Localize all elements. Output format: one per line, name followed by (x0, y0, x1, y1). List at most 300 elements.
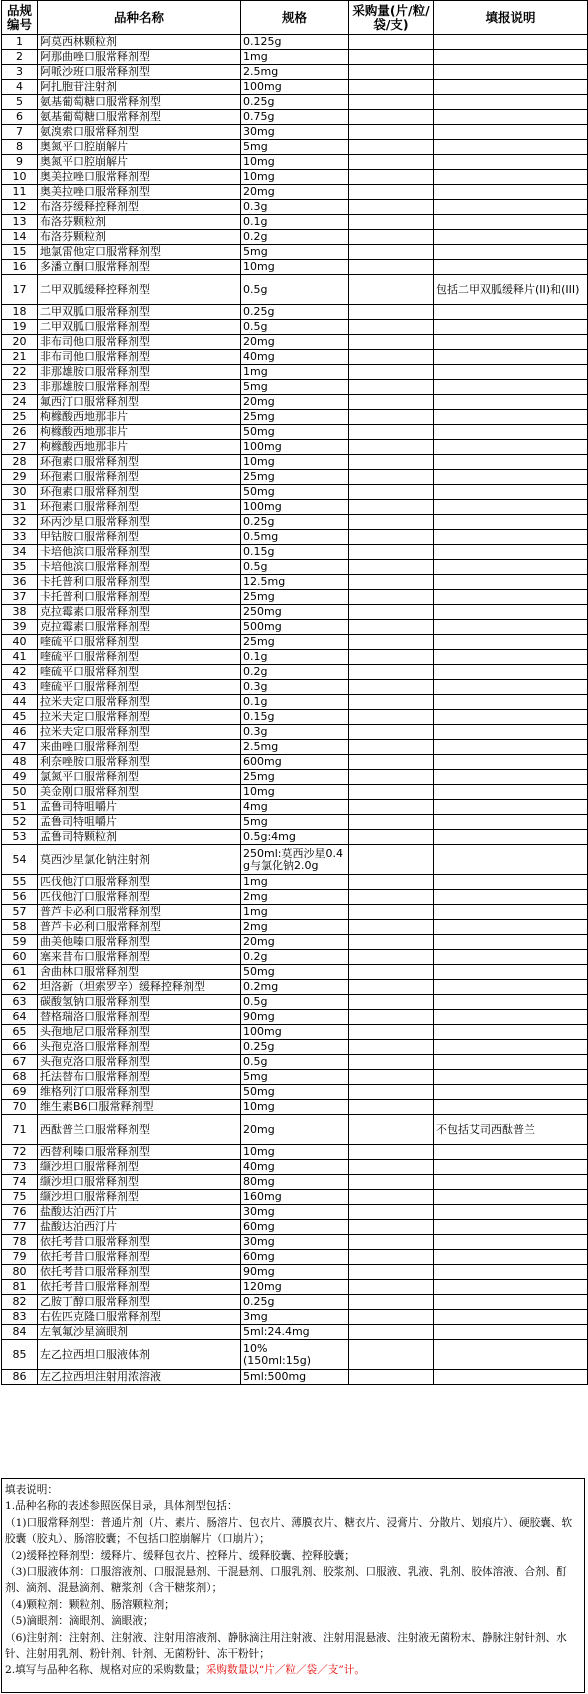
spec-cell: 5mg (241, 1070, 349, 1085)
spec-cell: 0.2g (241, 950, 349, 965)
row-number: 16 (2, 260, 38, 275)
drug-name-cell: 舍曲林口服常释剂型 (38, 965, 241, 980)
spec-cell: 5ml:24.4mg (241, 1325, 349, 1340)
row-number: 3 (2, 65, 38, 80)
row-number: 9 (2, 155, 38, 170)
note-cell (434, 155, 588, 170)
spec-cell: 40mg (241, 1160, 349, 1175)
drug-name-cell: 氯氮平口服常释剂型 (38, 770, 241, 785)
instruction-line: （4)颗粒剂：颗粒剂、肠溶颗粒剂； (5, 1598, 175, 1611)
drug-name-cell: 头孢克洛口服常释剂型 (38, 1055, 241, 1070)
quantity-input-cell[interactable] (349, 1205, 434, 1220)
quantity-input-cell[interactable] (349, 410, 434, 425)
drug-name-cell: 盐酸达泊西汀片 (38, 1205, 241, 1220)
table-row (2, 1250, 588, 1265)
table-row (2, 650, 588, 665)
row-number: 56 (2, 890, 38, 905)
row-number: 13 (2, 215, 38, 230)
quantity-input-cell[interactable] (349, 755, 434, 770)
row-number: 10 (2, 170, 38, 185)
table-row (2, 380, 588, 395)
quantity-input-cell[interactable] (349, 620, 434, 635)
quantity-input-cell[interactable] (349, 230, 434, 245)
table-row (2, 950, 588, 965)
note-cell (434, 1055, 588, 1070)
quantity-input-cell[interactable] (349, 1250, 434, 1265)
spec-cell: 10% (150ml:15g) (241, 1340, 349, 1370)
table-row (2, 215, 588, 230)
drug-name-cell: 托法替布口服常释剂型 (38, 1070, 241, 1085)
quantity-input-cell[interactable] (349, 470, 434, 485)
note-cell (434, 575, 588, 590)
quantity-input-cell[interactable] (349, 905, 434, 920)
spec-cell: 0.5g (241, 320, 349, 335)
spec-cell: 0.1g (241, 215, 349, 230)
spec-cell: 0.3g (241, 725, 349, 740)
quantity-input-cell[interactable] (349, 980, 434, 995)
table-row (2, 200, 588, 215)
quantity-input-cell[interactable] (349, 1040, 434, 1055)
row-number: 49 (2, 770, 38, 785)
row-number: 77 (2, 1220, 38, 1235)
quantity-input-cell[interactable] (349, 215, 434, 230)
quantity-input-cell[interactable] (349, 1160, 434, 1175)
quantity-input-cell[interactable] (349, 545, 434, 560)
quantity-input-cell[interactable] (349, 245, 434, 260)
spec-cell: 0.3g (241, 200, 349, 215)
drug-name-cell: 阿那曲唑口服常释剂型 (38, 50, 241, 65)
quantity-input-cell[interactable] (349, 140, 434, 155)
table-row (2, 110, 588, 125)
drug-name-cell: 枸橼酸西地那非片 (38, 440, 241, 455)
drug-name-cell: 孟鲁司特颗粒剂 (38, 830, 241, 845)
note-cell (434, 905, 588, 920)
drug-name-cell: 克拉霉素口服常释剂型 (38, 620, 241, 635)
drug-name-cell: 非那雄胺口服常释剂型 (38, 380, 241, 395)
quantity-input-cell[interactable] (349, 1070, 434, 1085)
note-cell (434, 320, 588, 335)
quantity-input-cell[interactable] (349, 650, 434, 665)
table-row (2, 920, 588, 935)
table-row (2, 1070, 588, 1085)
table-row (2, 770, 588, 785)
quantity-input-cell[interactable] (349, 875, 434, 890)
drug-name-cell: 二甲双胍缓释控释剂型 (38, 275, 241, 305)
quantity-input-cell[interactable] (349, 590, 434, 605)
spec-cell: 0.15g (241, 545, 349, 560)
quantity-input-cell[interactable] (349, 110, 434, 125)
drug-name-cell: 多潘立酮口服常释剂型 (38, 260, 241, 275)
quantity-input-cell[interactable] (349, 1265, 434, 1280)
row-number: 8 (2, 140, 38, 155)
quantity-input-cell[interactable] (349, 845, 434, 875)
quantity-input-cell[interactable] (349, 920, 434, 935)
quantity-input-cell[interactable] (349, 1235, 434, 1250)
quantity-input-cell[interactable] (349, 1280, 434, 1295)
spec-cell: 20mg (241, 935, 349, 950)
note-cell (434, 35, 588, 50)
spec-cell: 50mg (241, 1085, 349, 1100)
quantity-input-cell[interactable] (349, 485, 434, 500)
table-row (2, 785, 588, 800)
table-row (2, 590, 588, 605)
note-cell (434, 485, 588, 500)
quantity-input-cell[interactable] (349, 1115, 434, 1145)
drug-name-cell: 奥氮平口腔崩解片 (38, 140, 241, 155)
quantity-input-cell[interactable] (349, 35, 434, 50)
drug-name-cell: 环丙沙星口服常释剂型 (38, 515, 241, 530)
quantity-input-cell[interactable] (349, 560, 434, 575)
spec-cell: 25mg (241, 635, 349, 650)
note-cell (434, 200, 588, 215)
table-row (2, 1205, 588, 1220)
note-cell (434, 140, 588, 155)
quantity-input-cell[interactable] (349, 395, 434, 410)
note-cell (434, 635, 588, 650)
row-number: 62 (2, 980, 38, 995)
spec-cell: 0.5g (241, 275, 349, 305)
spec-cell: 25mg (241, 470, 349, 485)
note-cell (434, 695, 588, 710)
spec-cell: 100mg (241, 1025, 349, 1040)
quantity-input-cell[interactable] (349, 665, 434, 680)
spec-cell: 50mg (241, 965, 349, 980)
drug-name-cell: 枸橼酸西地那非片 (38, 425, 241, 440)
row-number: 26 (2, 425, 38, 440)
spec-cell: 0.3g (241, 680, 349, 695)
quantity-input-cell[interactable] (349, 830, 434, 845)
spec-cell: 10mg (241, 260, 349, 275)
row-number: 27 (2, 440, 38, 455)
quantity-input-cell[interactable] (349, 695, 434, 710)
note-cell (434, 1340, 588, 1370)
drug-name-cell: 曲美他嗪口服常释剂型 (38, 935, 241, 950)
quantity-input-cell[interactable] (349, 185, 434, 200)
table-row (2, 1025, 588, 1040)
instruction-line: （3)口服液体剂：口服溶液剂、口服混悬剂、干混悬剂、口服乳剂、胶浆剂、口服液、乳液、乳剂、胶体溶液、合剂、酊剂、滴剂、混悬滴剂、糖浆剂（含干糖浆剂）； (5, 1566, 567, 1595)
note-cell (434, 410, 588, 425)
drug-name-cell: 盐酸达泊西汀片 (38, 1220, 241, 1235)
table-header (2, 1, 588, 35)
quantity-input-cell[interactable] (349, 1190, 434, 1205)
note-cell (434, 425, 588, 440)
note-cell (434, 950, 588, 965)
drug-name-cell: 布洛芬颗粒剂 (38, 215, 241, 230)
instruction-line: （1)口服常释剂型：普通片剂（片、素片、肠溶片、包衣片、薄膜衣片、糖衣片、浸膏片、分散片、划痕片）、硬胶囊、软胶囊（胶丸）、肠溶胶囊；不包括口腔崩解片（口崩片）； (5, 1516, 573, 1546)
row-number: 70 (2, 1100, 38, 1115)
spec-cell: 50mg (241, 425, 349, 440)
table-row (2, 245, 588, 260)
spec-cell: 20mg (241, 335, 349, 350)
table-row (2, 1175, 588, 1190)
note-cell (434, 1025, 588, 1040)
spec-cell: 0.1g (241, 695, 349, 710)
note-cell (434, 1160, 588, 1175)
quantity-input-cell[interactable] (349, 455, 434, 470)
row-number: 19 (2, 320, 38, 335)
quantity-input-cell[interactable] (349, 995, 434, 1010)
quantity-input-cell[interactable] (349, 1340, 434, 1370)
table-row (2, 80, 588, 95)
table-row (2, 545, 588, 560)
drug-name-cell: 喹硫平口服常释剂型 (38, 665, 241, 680)
quantity-input-cell[interactable] (349, 1055, 434, 1070)
quantity-input-cell[interactable] (349, 890, 434, 905)
quantity-input-cell[interactable] (349, 530, 434, 545)
note-cell (434, 830, 588, 845)
quantity-input-cell[interactable] (349, 1325, 434, 1340)
drug-name-cell: 莫西沙星氯化钠注射剂 (38, 845, 241, 875)
spec-cell: 0.5g (241, 560, 349, 575)
table-row (2, 410, 588, 425)
drug-name-cell: 乙胺丁醇口服常释剂型 (38, 1295, 241, 1310)
quantity-input-cell[interactable] (349, 815, 434, 830)
note-cell (434, 800, 588, 815)
row-number: 14 (2, 230, 38, 245)
row-number: 5 (2, 95, 38, 110)
row-number: 24 (2, 395, 38, 410)
quantity-input-cell[interactable] (349, 125, 434, 140)
spec-cell: 5mg (241, 815, 349, 830)
note-cell (434, 305, 588, 320)
quantity-input-cell[interactable] (349, 800, 434, 815)
drug-name-cell: 匹伐他汀口服常释剂型 (38, 875, 241, 890)
drug-name-cell: 环孢素口服常释剂型 (38, 470, 241, 485)
drug-name-cell: 依托考昔口服常释剂型 (38, 1280, 241, 1295)
row-number: 85 (2, 1340, 38, 1370)
drug-name-cell: 拉米夫定口服常释剂型 (38, 725, 241, 740)
table-row (2, 1100, 588, 1115)
note-cell (434, 50, 588, 65)
table-row (2, 155, 588, 170)
quantity-input-cell[interactable] (349, 965, 434, 980)
note-cell (434, 1370, 588, 1385)
table-row (2, 1085, 588, 1100)
quantity-input-cell[interactable] (349, 440, 434, 455)
quantity-input-cell[interactable] (349, 1220, 434, 1235)
row-number: 17 (2, 275, 38, 305)
table-row (2, 1010, 588, 1025)
quantity-input-cell[interactable] (349, 500, 434, 515)
drug-name-cell: 依托考昔口服常释剂型 (38, 1235, 241, 1250)
note-cell (434, 815, 588, 830)
row-number: 22 (2, 365, 38, 380)
drug-name-cell: 普芦卡必利口服常释剂型 (38, 905, 241, 920)
drug-name-cell: 奥氮平口腔崩解片 (38, 155, 241, 170)
quantity-input-cell[interactable] (349, 1145, 434, 1160)
quantity-input-cell[interactable] (349, 1310, 434, 1325)
quantity-input-cell[interactable] (349, 605, 434, 620)
row-number: 51 (2, 800, 38, 815)
spec-cell: 80mg (241, 1175, 349, 1190)
header-spec: 规格 (241, 1, 349, 35)
quantity-input-cell[interactable] (349, 350, 434, 365)
row-number: 32 (2, 515, 38, 530)
note-cell (434, 770, 588, 785)
drug-name-cell: 匹伐他汀口服常释剂型 (38, 890, 241, 905)
spec-cell: 90mg (241, 1265, 349, 1280)
quantity-input-cell[interactable] (349, 785, 434, 800)
quantity-input-cell[interactable] (349, 320, 434, 335)
quantity-input-cell[interactable] (349, 1100, 434, 1115)
note-cell (434, 335, 588, 350)
quantity-input-cell[interactable] (349, 305, 434, 320)
table-row (2, 680, 588, 695)
note-cell (434, 545, 588, 560)
table-body (2, 35, 588, 1385)
quantity-input-cell[interactable] (349, 365, 434, 380)
quantity-input-cell[interactable] (349, 1085, 434, 1100)
row-number: 36 (2, 575, 38, 590)
row-number: 33 (2, 530, 38, 545)
quantity-input-cell[interactable] (349, 335, 434, 350)
row-number: 76 (2, 1205, 38, 1220)
row-number: 35 (2, 560, 38, 575)
quantity-input-cell[interactable] (349, 425, 434, 440)
note-cell (434, 1190, 588, 1205)
spec-cell: 120mg (241, 1280, 349, 1295)
row-number: 86 (2, 1370, 38, 1385)
row-number: 82 (2, 1295, 38, 1310)
row-number: 83 (2, 1310, 38, 1325)
table-row (2, 1220, 588, 1235)
spec-cell: 5mg (241, 245, 349, 260)
table-row (2, 1190, 588, 1205)
quantity-input-cell[interactable] (349, 200, 434, 215)
spec-cell: 30mg (241, 125, 349, 140)
quantity-input-cell[interactable] (349, 575, 434, 590)
drug-name-cell: 卡托普利口服常释剂型 (38, 575, 241, 590)
row-number: 63 (2, 995, 38, 1010)
quantity-input-cell[interactable] (349, 515, 434, 530)
spec-cell: 0.25g (241, 1040, 349, 1055)
row-number: 72 (2, 1145, 38, 1160)
table-row (2, 695, 588, 710)
drug-name-cell: 布洛芬缓释控释剂型 (38, 200, 241, 215)
note-cell (434, 725, 588, 740)
table-row (2, 1265, 588, 1280)
quantity-input-cell[interactable] (349, 1295, 434, 1310)
drug-name-cell: 喹硫平口服常释剂型 (38, 635, 241, 650)
row-number: 74 (2, 1175, 38, 1190)
quantity-input-cell[interactable] (349, 155, 434, 170)
table-row (2, 1340, 588, 1370)
quantity-input-cell[interactable] (349, 635, 434, 650)
note-cell (434, 590, 588, 605)
quantity-input-cell[interactable] (349, 95, 434, 110)
quantity-input-cell[interactable] (349, 1175, 434, 1190)
note-cell (434, 365, 588, 380)
note-cell (434, 755, 588, 770)
drug-name-cell: 利奈唑胺口服常释剂型 (38, 755, 241, 770)
table-row (2, 620, 588, 635)
drug-name-cell: 二甲双胍口服常释剂型 (38, 320, 241, 335)
spec-cell: 10mg (241, 785, 349, 800)
note-cell (434, 965, 588, 980)
row-number: 4 (2, 80, 38, 95)
spec-cell: 30mg (241, 1235, 349, 1250)
quantity-input-cell[interactable] (349, 680, 434, 695)
note-cell (434, 440, 588, 455)
row-number: 23 (2, 380, 38, 395)
spec-cell: 4mg (241, 800, 349, 815)
spec-cell: 0.5mg (241, 530, 349, 545)
spec-cell: 2.5mg (241, 65, 349, 80)
table-row (2, 830, 588, 845)
quantity-input-cell[interactable] (349, 260, 434, 275)
quantity-input-cell[interactable] (349, 275, 434, 305)
unit-emphasis: 采购数量以“片／粒／袋／支”计。 (205, 1664, 365, 1677)
table-row (2, 305, 588, 320)
spec-cell: 60mg (241, 1220, 349, 1235)
spec-cell: 0.2mg (241, 980, 349, 995)
table-row (2, 1235, 588, 1250)
drug-name-cell: 奥美拉唑口服常释剂型 (38, 170, 241, 185)
drug-name-cell: 头孢地尼口服常释剂型 (38, 1025, 241, 1040)
drug-name-cell: 依托考昔口服常释剂型 (38, 1265, 241, 1280)
note-cell (434, 740, 588, 755)
note-cell (434, 605, 588, 620)
spec-cell: 5mg (241, 140, 349, 155)
table-row (2, 470, 588, 485)
instruction-line: （6)注射剂：注射剂、注射液、注射用溶液剂、静脉滴注用注射液、注射用混悬液、注射液无菌粉末、静脉注射针剂、水针、注射用乳剂、粉针剂、针剂、无菌粉针、冻干粉针； (5, 1631, 567, 1661)
quantity-input-cell[interactable] (349, 1010, 434, 1025)
quantity-input-cell[interactable] (349, 65, 434, 80)
spec-cell: 25mg (241, 770, 349, 785)
row-number: 15 (2, 245, 38, 260)
spec-cell: 0.25g (241, 305, 349, 320)
drug-name-cell: 维生素B6口服常释剂型 (38, 1100, 241, 1115)
quantity-input-cell[interactable] (349, 770, 434, 785)
drug-name-cell: 环孢素口服常释剂型 (38, 485, 241, 500)
row-number: 2 (2, 50, 38, 65)
quantity-input-cell[interactable] (349, 725, 434, 740)
drug-name-cell: 碳酸氢钠口服常释剂型 (38, 995, 241, 1010)
note-cell (434, 530, 588, 545)
spec-cell: 60mg (241, 1250, 349, 1265)
row-number: 20 (2, 335, 38, 350)
quantity-input-cell[interactable] (349, 740, 434, 755)
spec-cell: 25mg (241, 410, 349, 425)
table-row (2, 755, 588, 770)
header-name: 品种名称 (38, 1, 241, 35)
quantity-input-cell[interactable] (349, 950, 434, 965)
spec-cell: 600mg (241, 755, 349, 770)
quantity-input-cell[interactable] (349, 170, 434, 185)
quantity-input-cell[interactable] (349, 710, 434, 725)
quantity-input-cell[interactable] (349, 80, 434, 95)
table-row (2, 455, 588, 470)
quantity-input-cell[interactable] (349, 50, 434, 65)
spec-cell: 250ml:莫西沙星0.4g与氯化钠2.0g (241, 845, 349, 875)
header-qty: 采购量(片/粒/袋/支) (349, 1, 434, 35)
quantity-input-cell[interactable] (349, 1370, 434, 1385)
table-row (2, 350, 588, 365)
note-cell (434, 890, 588, 905)
quantity-input-cell[interactable] (349, 1025, 434, 1040)
quantity-input-cell[interactable] (349, 380, 434, 395)
spec-cell: 100mg (241, 80, 349, 95)
note-cell (434, 1325, 588, 1340)
table-row (2, 170, 588, 185)
table-row (2, 65, 588, 80)
quantity-input-cell[interactable] (349, 935, 434, 950)
note-cell (434, 1145, 588, 1160)
table-row (2, 485, 588, 500)
note-cell (434, 1100, 588, 1115)
note-cell (434, 845, 588, 875)
spec-cell: 0.2g (241, 230, 349, 245)
